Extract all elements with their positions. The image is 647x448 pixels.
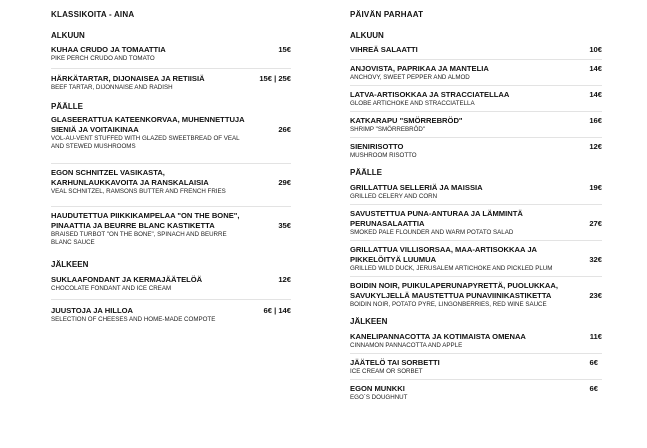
- section-heading: JÄLKEEN: [51, 260, 89, 269]
- dish-price: 10€: [589, 45, 602, 54]
- section-paalle: [51, 102, 291, 257]
- divider: [51, 163, 291, 164]
- dish-price: 23€: [589, 291, 602, 300]
- dish-description: BEEF TARTAR, DIJONNAISE AND RADISH: [51, 84, 173, 91]
- dish-price: 26€: [278, 125, 291, 134]
- dish-price: 27€: [589, 219, 602, 228]
- divider: [350, 240, 602, 241]
- menu-item: [350, 332, 602, 350]
- dish-description: SHRIMP "SMÖRREBRÖD": [350, 126, 426, 133]
- dish-name: JUUSTOJA JA HILLOA: [51, 306, 133, 315]
- dish-name: JÄÄTELÖ TAI SORBETTI: [350, 358, 440, 367]
- dish-description: VOL-AU-VENT STUFFED WITH GLAZED SWEETBREAD OF VEAL AND STEWED MUSHROOMS: [51, 135, 240, 150]
- dish-description: ANCHOVY, SWEET PEPPER AND ALMOD: [350, 74, 470, 81]
- dish-price: 14€: [589, 90, 602, 99]
- dish-price: 35€: [278, 221, 291, 230]
- dish-price: 15€ | 25€: [259, 74, 291, 83]
- menu-column-classics: [51, 10, 291, 325]
- menu-item: [350, 245, 602, 273]
- section-heading: ALKUUN: [350, 31, 384, 40]
- dish-description: CINNAMON PANNACOTTA AND APPLE: [350, 342, 463, 349]
- dish-description: BOIDIN NOIR, POTATO PYRE, LINGONBERRIES, RED WINE SAUCE: [350, 301, 547, 308]
- menu-item: [51, 211, 291, 257]
- dish-name: SIENIRISOTTO: [350, 142, 404, 151]
- dish-description: GRILLED CELERY AND CORN: [350, 193, 438, 200]
- menu-item: [350, 64, 602, 82]
- dish-price: 6€ | 14€: [263, 306, 291, 315]
- dish-name: ANJOVISTA, PAPRIKAA JA MANTELIA: [350, 64, 489, 73]
- menu-item: [51, 74, 291, 93]
- dish-price: 12€: [278, 275, 291, 284]
- divider: [51, 68, 291, 69]
- dish-name: BOIDIN NOIR, PUIKULAPERUNAPYRETTÄ, PUOLUKKAA, SAVUKYLJELLÄ MAUSTETTUA PUNAVIINIKASTIKETTA: [350, 281, 558, 300]
- menu-item: [350, 45, 602, 56]
- section-heading: PÄÄLLE: [350, 168, 382, 177]
- dish-price: 32€: [589, 255, 602, 264]
- dish-name: LATVA-ARTISOKKAA JA STRACCIATELLAA: [350, 90, 510, 99]
- dish-name: KATKARAPU "SMÖRREBRÖD": [350, 116, 463, 125]
- section-heading: PÄÄLLE: [51, 102, 83, 111]
- divider: [350, 137, 602, 138]
- column-title: PÄIVÄN PARHAAT: [350, 10, 424, 19]
- divider: [51, 206, 291, 207]
- dish-price: 16€: [589, 116, 602, 125]
- dish-description: VEAL SCHNITZEL, RAMSONS BUTTER AND FRENCH FRIES: [51, 188, 226, 195]
- dish-name: GLASEERATTUA KATEENKORVAA, MUHENNETTUJA SIENIÄ JA VOITAIKINAA: [51, 115, 245, 134]
- dish-name: EGON SCHNITZEL VASIKASTA, KARHUNLAUKKAVOITA JA RANSKALAISIA: [51, 168, 209, 187]
- dish-price: 14€: [589, 64, 602, 73]
- dish-price: 19€: [589, 183, 602, 192]
- dish-description: ICE CREAM OR SORBET: [350, 368, 423, 375]
- section-alkuun: [350, 31, 602, 160]
- dish-name: HAUDUTETTUA PIIKKIKAMPELAA "ON THE BONE", PINAATTIA JA BEURRE BLANC KASTIKETTA: [51, 211, 240, 230]
- dish-description: CHOCOLATE FONDANT AND ICE CREAM: [51, 285, 172, 292]
- divider: [350, 111, 602, 112]
- dish-price: 29€: [278, 178, 291, 187]
- divider: [350, 379, 602, 380]
- menu-item: [51, 115, 291, 161]
- dish-price: 12€: [589, 142, 602, 151]
- dish-price: 6€: [589, 358, 598, 367]
- divider: [350, 276, 602, 277]
- menu-item: [51, 275, 291, 294]
- dish-name: KUHAA CRUDO JA TOMAATTIA: [51, 45, 166, 54]
- menu-item: [51, 45, 291, 64]
- dish-description: GLOBE ARTICHOKE AND STRACCIATELLA: [350, 100, 475, 107]
- divider: [350, 59, 602, 60]
- dish-name: HÄRKÄTARTAR, DIJONAISEA JA RETIISIÄ: [51, 74, 205, 83]
- dish-description: PIKE PERCH CRUDO AND TOMATO: [51, 55, 155, 62]
- dish-description: SELECTION OF CHEESES AND HOME-MADE COMPOTE: [51, 316, 216, 323]
- section-paalle: [350, 168, 602, 309]
- menu-item: [350, 183, 602, 201]
- menu-column-daily-best: [350, 10, 602, 402]
- dish-description: BRAISED TURBOT "ON THE BONE", SPINACH AND BEURRE BLANC SAUCE: [51, 231, 227, 246]
- section-jalkeen: [51, 260, 291, 325]
- dish-name: SUKLAAFONDANT JA KERMAJÄÄTELÖÄ: [51, 275, 203, 284]
- dish-description: GRILLED WILD DUCK, JERUSALEM ARTICHOKE AND PICKLED PLUM: [350, 265, 553, 272]
- divider: [51, 299, 291, 300]
- menu-item: [51, 168, 291, 204]
- column-title: KLASSIKOITA - AINA: [51, 10, 135, 19]
- menu-item: [350, 116, 602, 134]
- menu-item: [350, 90, 602, 108]
- menu-item: [350, 358, 602, 376]
- dish-name: KANELIPANNACOTTA JA KOTIMAISTA OMENAA: [350, 332, 526, 341]
- dish-description: MUSHROOM RISOTTO: [350, 152, 417, 159]
- menu-item: [350, 209, 602, 237]
- section-jalkeen: [350, 317, 602, 402]
- section-heading: ALKUUN: [51, 31, 85, 40]
- dish-price: 6€: [589, 384, 598, 393]
- dish-name: GRILLATTUA SELLERIÄ JA MAISSIA: [350, 183, 483, 192]
- divider: [350, 204, 602, 205]
- dish-name: EGON MUNKKI: [350, 384, 405, 393]
- dish-name: SAVUSTETTUA PUNA-ANTURAA JA LÄMMINTÄ PERUNASALAATTIA: [350, 209, 523, 228]
- menu-item: [51, 306, 291, 325]
- divider: [350, 353, 602, 354]
- section-alkuun: [51, 31, 291, 93]
- dish-price: 15€: [278, 45, 291, 54]
- divider: [350, 85, 602, 86]
- menu-item: [350, 384, 602, 402]
- dish-description: SMOKED PALE FLOUNDER AND WARM POTATO SALAD: [350, 229, 514, 236]
- dish-name: GRILLATTUA VILLISORSAA, MAA-ARTISOKKAA JA PIKKELÖITYÄ LUUMUA: [350, 245, 537, 264]
- menu-item: [350, 142, 602, 160]
- dish-name: VIHREÄ SALAATTI: [350, 45, 418, 54]
- menu-item: [350, 281, 602, 309]
- dish-description: EGO´S DOUGHNUT: [350, 394, 408, 401]
- dish-price: 11€: [589, 332, 602, 341]
- section-heading: JÄLKEEN: [350, 317, 388, 326]
